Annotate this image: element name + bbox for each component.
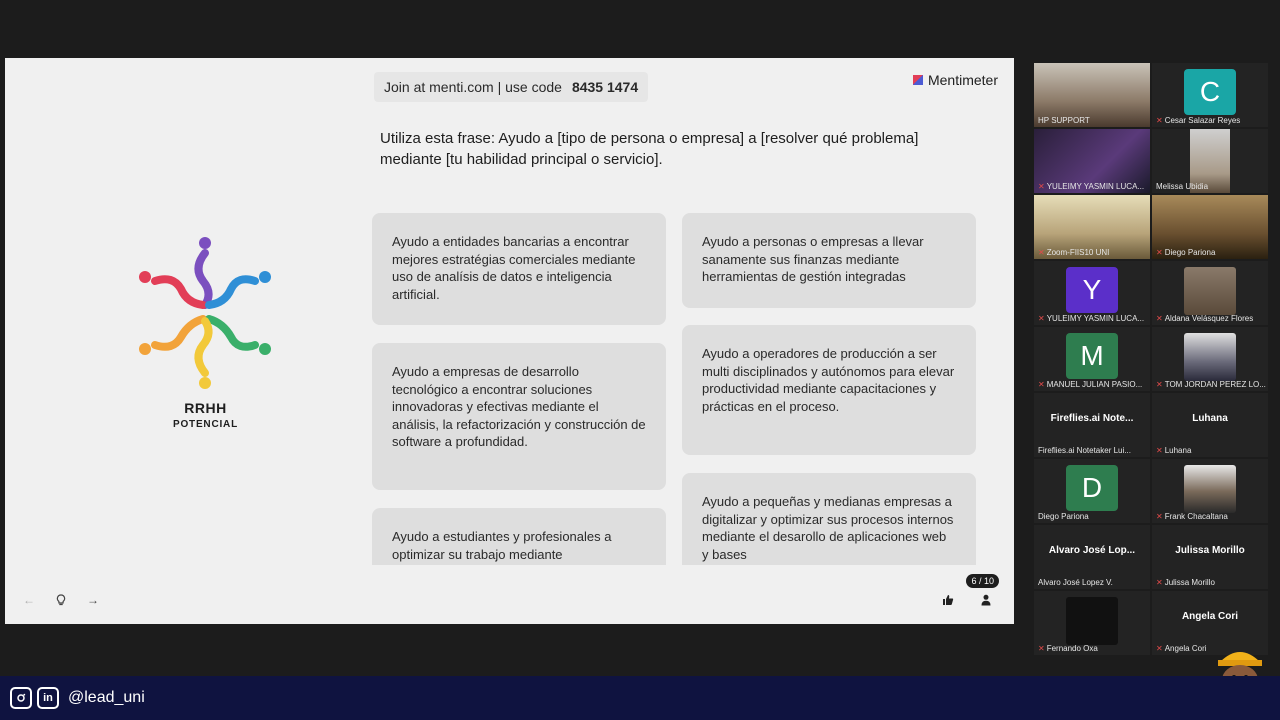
participant-tile[interactable] <box>1152 393 1268 457</box>
participant-name: ✕ Aldana Velásquez Flores <box>1156 314 1254 323</box>
arrow-right-icon[interactable]: → <box>87 593 99 607</box>
response-card: Ayudo a entidades bancarias a encontrar mejores estratégias comerciales mediante uso de analísis de datos e inteligencia artificial. <box>372 213 666 325</box>
arrow-left-icon[interactable]: ← <box>23 593 35 607</box>
participant-tile[interactable] <box>1152 261 1268 325</box>
participant-tile[interactable] <box>1034 261 1150 325</box>
mic-muted-icon: ✕ <box>1038 248 1045 257</box>
reaction-controls <box>940 592 994 608</box>
participant-display-name: Alvaro José Lop... <box>1048 545 1136 556</box>
mentimeter-mark-icon <box>913 75 923 85</box>
responses-grid <box>372 213 984 565</box>
mic-muted-icon: ✕ <box>1156 446 1163 455</box>
question-text: Utiliza esta frase: Ayudo a [tipo de persona o empresa] a [resolver qué problema] mediante [tu habilidad principal o servicio]. <box>380 130 919 168</box>
linkedin-icon[interactable]: in <box>37 687 59 709</box>
avatar: Y <box>1066 267 1118 313</box>
participant-name: ✕ YULEIMY YASMIN LUCA... <box>1038 182 1145 191</box>
response-card: Ayudo a estudiantes y profesionales a optimizar su trabajo mediante <box>372 508 666 565</box>
logo-title: RRHH <box>184 400 227 416</box>
participant-tile[interactable] <box>1152 327 1268 391</box>
participant-tile[interactable] <box>1152 525 1268 589</box>
mic-muted-icon: ✕ <box>1156 578 1163 587</box>
participant-name: ✕ Julissa Morillo <box>1156 578 1215 587</box>
person-icon[interactable] <box>978 592 994 608</box>
participant-name: ✕ Frank Chacaltana <box>1156 512 1228 521</box>
participant-name: Diego Pariona <box>1038 512 1089 521</box>
participant-tile[interactable] <box>1034 525 1150 589</box>
mic-muted-icon: ✕ <box>1156 248 1163 257</box>
participant-tile[interactable] <box>1034 129 1150 193</box>
participant-tile[interactable] <box>1152 195 1268 259</box>
participant-name: Alvaro José Lopez V. <box>1038 578 1113 587</box>
avatar <box>1184 267 1236 315</box>
rrhh-logo <box>133 233 278 428</box>
social-handle: @lead_uni <box>68 689 145 706</box>
response-card: Ayudo a pequeñas y medianas empresas a digitalizar y optimizar sus procesos internos mediante el desarollo de aplicaciones web y bases <box>682 473 976 565</box>
participant-tile[interactable] <box>1034 459 1150 523</box>
response-card: Ayudo a empresas de desarrollo tecnológico a encontrar soluciones innovadoras y efectivas mediante el análisis, la refactorización y construcción de software a profundidad. <box>372 343 666 490</box>
participant-name: ✕ Angela Cori <box>1156 644 1207 653</box>
mic-muted-icon: ✕ <box>1038 182 1045 191</box>
participant-display-name: Fireflies.ai Note... <box>1050 413 1134 424</box>
brand-name: Mentimeter <box>927 72 998 88</box>
join-text: Join at menti.com | use code <box>384 79 562 95</box>
people-circle-icon <box>133 233 278 393</box>
mic-muted-icon: ✕ <box>1156 116 1163 125</box>
participant-display-name: Julissa Morillo <box>1175 545 1245 556</box>
shared-slide <box>5 58 1014 624</box>
avatar: M <box>1066 333 1118 379</box>
participant-display-name: Luhana <box>1192 413 1228 424</box>
logo-subtitle: POTENCIAL <box>173 419 238 430</box>
join-code: 8435 1474 <box>571 79 639 95</box>
page-indicator: 6 / 10 <box>966 574 999 588</box>
participant-tile[interactable] <box>1152 129 1268 193</box>
participant-name: ✕ Luhana <box>1156 446 1192 455</box>
mic-muted-icon: ✕ <box>1156 512 1163 521</box>
mic-muted-icon: ✕ <box>1156 380 1163 389</box>
avatar: C <box>1184 69 1236 115</box>
response-card: Ayudo a operadores de producción a ser multi disciplinados y autónomos para elevar productividad mediante capacitaciones y prácticas en el proceso. <box>682 325 976 455</box>
participant-tile[interactable] <box>1152 459 1268 523</box>
participant-tile[interactable] <box>1034 327 1150 391</box>
participant-tile[interactable] <box>1034 393 1150 457</box>
mic-muted-icon: ✕ <box>1038 314 1045 323</box>
participant-display-name: Angela Cori <box>1181 611 1239 622</box>
instagram-icon[interactable] <box>10 687 32 709</box>
participant-name: Melissa Ubidia <box>1156 182 1209 191</box>
participant-tile[interactable] <box>1152 63 1268 127</box>
participant-name: HP SUPPORT <box>1038 116 1090 125</box>
participant-name: ✕ Diego Pariona <box>1156 248 1216 257</box>
footer-bar <box>0 676 1280 720</box>
thumbs-up-icon[interactable] <box>940 592 956 608</box>
avatar <box>1066 597 1118 645</box>
participant-name: Fireflies.ai Notetaker Lui... <box>1038 446 1131 455</box>
response-card: Ayudo a personas o empresas a llevar sanamente sus finanzas mediante herramientas de gestión integradas <box>682 213 976 308</box>
participant-tile[interactable] <box>1034 195 1150 259</box>
participant-name: ✕ Zoom-FIIS10 UNI <box>1038 248 1110 257</box>
avatar <box>1184 465 1236 513</box>
participant-tile-hp-support[interactable] <box>1034 63 1150 127</box>
participant-name: ✕ Cesar Salazar Reyes <box>1156 116 1241 125</box>
avatar <box>1184 333 1236 381</box>
avatar: D <box>1066 465 1118 511</box>
participant-name: ✕ Fernando Oxa <box>1038 644 1098 653</box>
mic-muted-icon: ✕ <box>1156 644 1163 653</box>
join-bar <box>374 72 648 102</box>
mic-muted-icon: ✕ <box>1038 380 1045 389</box>
participant-name: ✕ MANUEL JULIAN PASIO... <box>1038 380 1143 389</box>
mic-muted-icon: ✕ <box>1038 644 1045 653</box>
participant-tile[interactable] <box>1034 591 1150 655</box>
mic-muted-icon: ✕ <box>1156 314 1163 323</box>
participant-name: ✕ YULEIMY YASMIN LUCA... <box>1038 314 1145 323</box>
lightbulb-icon[interactable] <box>53 592 69 608</box>
slide-navigation <box>21 592 101 608</box>
mentimeter-logo <box>913 72 998 88</box>
participant-name: ✕ TOM JORDAN PEREZ LO... <box>1156 380 1266 389</box>
